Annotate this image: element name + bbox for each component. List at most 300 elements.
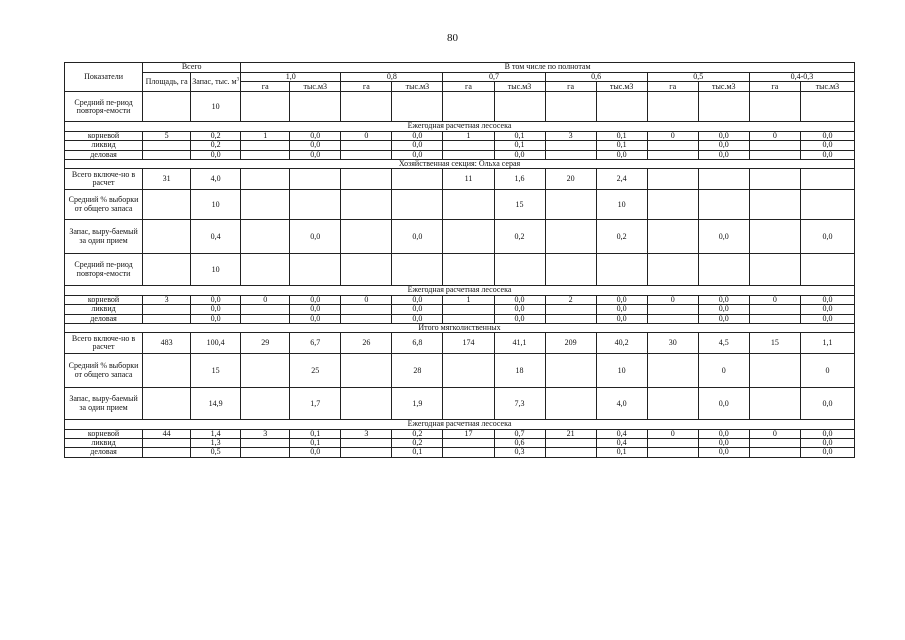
table-cell: 0,0 <box>800 141 854 150</box>
table-cell <box>341 439 392 448</box>
table-row <box>65 305 855 314</box>
table-cell <box>290 254 341 286</box>
table-cell: 0,0 <box>596 150 647 159</box>
row-label: деловая <box>65 150 143 159</box>
row-label: Всего включе-но в расчет <box>65 169 143 190</box>
table-cell <box>545 92 596 122</box>
section-title: Ежегодная расчетная лесосека <box>65 286 855 295</box>
table-row <box>65 295 855 304</box>
table-cell <box>698 169 749 190</box>
table-cell: 5 <box>143 131 191 140</box>
table-cell: 2 <box>545 295 596 304</box>
table-cell <box>143 92 191 122</box>
table-cell <box>290 169 341 190</box>
table-cell <box>647 314 698 323</box>
table-cell: 0 <box>647 295 698 304</box>
table-cell <box>494 92 545 122</box>
table-cell: 0,0 <box>698 429 749 438</box>
table-cell <box>443 141 494 150</box>
table-cell <box>749 254 800 286</box>
table-cell: 0,0 <box>191 150 241 159</box>
table-cell: 0,3 <box>494 448 545 457</box>
table-cell: 0,0 <box>290 141 341 150</box>
header-total: Всего <box>143 63 241 73</box>
header-unit-m3: тыс.м3 <box>290 82 341 92</box>
table-cell: 0,0 <box>698 141 749 150</box>
row-label: Всего включе-но в расчет <box>65 333 143 354</box>
table-cell: 10 <box>596 190 647 220</box>
table-row <box>65 141 855 150</box>
table-cell <box>443 448 494 457</box>
table-cell <box>749 169 800 190</box>
table-cell <box>290 92 341 122</box>
table-cell: 44 <box>143 429 191 438</box>
table-cell: 0 <box>698 354 749 388</box>
table-cell: 0 <box>800 354 854 388</box>
table-cell <box>143 150 191 159</box>
table-cell <box>545 388 596 420</box>
table-cell: 0,0 <box>698 150 749 159</box>
table-cell <box>241 220 290 254</box>
table-cell: 41,1 <box>494 333 545 354</box>
table-cell <box>341 92 392 122</box>
table-cell <box>241 305 290 314</box>
section-title: Итого мягколиственных <box>65 323 855 332</box>
header-unit-ha: га <box>647 82 698 92</box>
table-row <box>65 190 855 220</box>
table-cell <box>545 150 596 159</box>
table-cell <box>596 254 647 286</box>
table-cell <box>341 448 392 457</box>
forest-stand-table <box>64 62 855 458</box>
table-cell: 14,9 <box>191 388 241 420</box>
table-cell: 30 <box>647 333 698 354</box>
section-title: Хозяйственная секция: Ольха серая <box>65 159 855 168</box>
table-cell: 1,9 <box>392 388 443 420</box>
table-cell <box>143 254 191 286</box>
table-cell <box>443 190 494 220</box>
header-unit-m3: тыс.м3 <box>800 82 854 92</box>
table-cell: 0,0 <box>698 305 749 314</box>
table-cell <box>443 354 494 388</box>
table-cell <box>341 190 392 220</box>
header-density-1: 1,0 <box>241 73 341 82</box>
table-cell: 1 <box>241 131 290 140</box>
table-cell: 0 <box>749 131 800 140</box>
row-label: ликвид <box>65 305 143 314</box>
row-label: Запас, выру-баемый за один прием <box>65 220 143 254</box>
section-header-row <box>65 122 855 131</box>
row-label: деловая <box>65 314 143 323</box>
table-cell: 0,0 <box>698 314 749 323</box>
header-density-2: 0,8 <box>341 73 443 82</box>
table-cell <box>143 220 191 254</box>
header-density-3: 0,7 <box>443 73 545 82</box>
table-cell: 15 <box>494 190 545 220</box>
table-cell: 0,0 <box>800 448 854 457</box>
table-cell: 0,6 <box>494 439 545 448</box>
table-cell <box>341 220 392 254</box>
table-cell <box>443 305 494 314</box>
table-cell: 0,0 <box>191 295 241 304</box>
table-row <box>65 388 855 420</box>
table-cell: 174 <box>443 333 494 354</box>
table-cell: 0 <box>647 429 698 438</box>
table-cell: 0,2 <box>596 220 647 254</box>
table-cell <box>241 439 290 448</box>
table-cell: 0 <box>241 295 290 304</box>
table-cell: 0,1 <box>290 439 341 448</box>
table-cell <box>800 92 854 122</box>
table-cell: 0,0 <box>392 131 443 140</box>
table-cell: 0,0 <box>494 314 545 323</box>
table-cell: 0,0 <box>191 314 241 323</box>
table-cell: 0,0 <box>800 388 854 420</box>
table-cell: 0,0 <box>290 305 341 314</box>
table-cell <box>749 354 800 388</box>
table-cell <box>749 92 800 122</box>
table-cell: 15 <box>749 333 800 354</box>
table-cell: 0,0 <box>596 305 647 314</box>
section-header-row <box>65 159 855 168</box>
table-cell <box>443 150 494 159</box>
table-cell <box>800 169 854 190</box>
table-cell <box>241 388 290 420</box>
table-row <box>65 92 855 122</box>
table-cell: 0,0 <box>392 295 443 304</box>
table-cell <box>800 254 854 286</box>
header-unit-ha: га <box>749 82 800 92</box>
table-cell <box>698 92 749 122</box>
table-cell: 10 <box>191 254 241 286</box>
table-cell <box>443 314 494 323</box>
table-cell <box>241 448 290 457</box>
row-label: деловая <box>65 448 143 457</box>
table-row <box>65 429 855 438</box>
table-cell: 0,0 <box>800 314 854 323</box>
table-cell <box>443 254 494 286</box>
table-cell <box>443 220 494 254</box>
section-header-row <box>65 286 855 295</box>
table-cell: 0,0 <box>800 439 854 448</box>
table-cell: 10 <box>191 190 241 220</box>
table-cell <box>341 141 392 150</box>
table-cell: 17 <box>443 429 494 438</box>
row-label: корневой <box>65 429 143 438</box>
header-unit-m3: тыс.м3 <box>698 82 749 92</box>
table-cell <box>749 150 800 159</box>
table-cell <box>143 439 191 448</box>
table-cell: 0,0 <box>290 314 341 323</box>
table-cell: 0,0 <box>392 220 443 254</box>
table-cell: 4,0 <box>596 388 647 420</box>
table-cell <box>647 190 698 220</box>
table-cell: 0,2 <box>191 141 241 150</box>
table-cell <box>143 314 191 323</box>
section-header-row <box>65 420 855 429</box>
section-title: Ежегодная расчетная лесосека <box>65 122 855 131</box>
table-cell <box>749 448 800 457</box>
row-label: Средний пе-риод повторя-емости <box>65 92 143 122</box>
table-cell <box>143 305 191 314</box>
table-cell <box>647 92 698 122</box>
table-cell: 0,2 <box>392 439 443 448</box>
table-cell: 0,0 <box>494 150 545 159</box>
row-label: корневой <box>65 295 143 304</box>
table-cell: 0,0 <box>392 141 443 150</box>
table-cell: 0,1 <box>290 429 341 438</box>
table-cell <box>647 254 698 286</box>
table-cell: 0,0 <box>191 305 241 314</box>
header-unit-ha: га <box>443 82 494 92</box>
table-row <box>65 150 855 159</box>
header-area: Площадь, га <box>143 73 191 92</box>
table-row <box>65 169 855 190</box>
table-cell: 0,0 <box>800 305 854 314</box>
table-cell: 100,4 <box>191 333 241 354</box>
table-cell <box>392 92 443 122</box>
table-cell: 1,3 <box>191 439 241 448</box>
table-cell: 0,0 <box>290 220 341 254</box>
table-cell <box>545 439 596 448</box>
table-cell: 29 <box>241 333 290 354</box>
table-cell <box>392 254 443 286</box>
table-cell <box>241 314 290 323</box>
table-cell <box>341 305 392 314</box>
table-cell: 0,0 <box>290 295 341 304</box>
table-cell <box>241 354 290 388</box>
table-cell: 0,5 <box>191 448 241 457</box>
table-cell <box>698 254 749 286</box>
table-cell <box>596 92 647 122</box>
table-cell <box>545 141 596 150</box>
table-cell <box>392 190 443 220</box>
table-cell: 0,0 <box>596 295 647 304</box>
table-row <box>65 354 855 388</box>
table-cell <box>143 141 191 150</box>
table-cell: 3 <box>341 429 392 438</box>
table-cell: 10 <box>596 354 647 388</box>
table-row <box>65 220 855 254</box>
row-label: ликвид <box>65 141 143 150</box>
table-cell <box>545 254 596 286</box>
row-label: Средний % выборки от общего запаса <box>65 190 143 220</box>
table-cell: 0,0 <box>800 295 854 304</box>
table-cell: 0,0 <box>800 150 854 159</box>
table-cell <box>143 190 191 220</box>
table-cell <box>241 92 290 122</box>
table-cell: 15 <box>191 354 241 388</box>
header-by-density: В том числе по полнотам <box>241 63 855 73</box>
header-stock: Запас, тыс. $м^3$ <box>191 73 241 92</box>
table-cell: 1,6 <box>494 169 545 190</box>
table-cell <box>545 190 596 220</box>
header-unit-m3: тыс.м3 <box>494 82 545 92</box>
table-cell <box>341 169 392 190</box>
table-cell: 0,1 <box>392 448 443 457</box>
table-cell <box>341 388 392 420</box>
table-cell <box>143 354 191 388</box>
table-cell <box>647 169 698 190</box>
table-cell: 1 <box>443 131 494 140</box>
table-cell: 0,0 <box>698 220 749 254</box>
table-cell: 0,0 <box>392 150 443 159</box>
header-unit-ha: га <box>545 82 596 92</box>
table-row <box>65 448 855 457</box>
table-cell <box>443 388 494 420</box>
table-cell: 0,0 <box>698 388 749 420</box>
table-cell <box>749 305 800 314</box>
table-cell: 18 <box>494 354 545 388</box>
page-number: 80 <box>447 32 458 44</box>
table-cell <box>800 190 854 220</box>
table-cell <box>647 354 698 388</box>
table-cell <box>749 439 800 448</box>
table-cell: 28 <box>392 354 443 388</box>
table-cell: 4,5 <box>698 333 749 354</box>
table-cell <box>749 141 800 150</box>
table-cell <box>443 92 494 122</box>
table-cell: 0,4 <box>596 439 647 448</box>
row-label: корневой <box>65 131 143 140</box>
table-cell: 0,0 <box>698 295 749 304</box>
table-cell: 0,0 <box>290 448 341 457</box>
table-cell: 0,0 <box>494 305 545 314</box>
table-cell <box>545 314 596 323</box>
table-cell <box>698 190 749 220</box>
table-cell <box>647 220 698 254</box>
header-density-6: 0,4-0,3 <box>749 73 854 82</box>
table-row <box>65 314 855 323</box>
table-cell: 31 <box>143 169 191 190</box>
table-cell <box>749 220 800 254</box>
table-cell: 10 <box>191 92 241 122</box>
table-cell <box>341 150 392 159</box>
table-cell: 1,7 <box>290 388 341 420</box>
table-cell <box>143 448 191 457</box>
table-cell: 0,0 <box>290 131 341 140</box>
table-row <box>65 333 855 354</box>
table-cell: 0,4 <box>191 220 241 254</box>
table-cell: 0,1 <box>596 448 647 457</box>
table-cell <box>494 254 545 286</box>
header-indicator: Показатели <box>65 63 143 92</box>
table-cell: 0,0 <box>800 220 854 254</box>
table-cell: 1 <box>443 295 494 304</box>
table-cell: 21 <box>545 429 596 438</box>
row-label: Средний пе-риод повторя-емости <box>65 254 143 286</box>
table-cell: 6,8 <box>392 333 443 354</box>
table-cell: 0,0 <box>800 131 854 140</box>
header-unit-ha: га <box>241 82 290 92</box>
table-cell: 0,0 <box>698 439 749 448</box>
table-cell: 40,2 <box>596 333 647 354</box>
table-cell: 0,0 <box>596 314 647 323</box>
table-cell <box>241 254 290 286</box>
table-row <box>65 131 855 140</box>
table-cell <box>647 439 698 448</box>
table-cell: 0 <box>341 131 392 140</box>
table-cell: 0,0 <box>494 295 545 304</box>
table-cell <box>749 388 800 420</box>
table-cell: 3 <box>241 429 290 438</box>
table-cell: 0,2 <box>494 220 545 254</box>
table-cell <box>341 254 392 286</box>
table-cell: 0 <box>341 295 392 304</box>
table-cell <box>241 141 290 150</box>
table-cell: 0 <box>749 429 800 438</box>
table-cell <box>290 190 341 220</box>
table-cell <box>545 305 596 314</box>
table-cell <box>749 314 800 323</box>
section-title: Ежегодная расчетная лесосека <box>65 420 855 429</box>
header-density-4: 0,6 <box>545 73 647 82</box>
row-label: Средний % выборки от общего запаса <box>65 354 143 388</box>
table-cell <box>341 314 392 323</box>
table-cell <box>647 388 698 420</box>
table-cell: 0,0 <box>800 429 854 438</box>
table-cell: 4,0 <box>191 169 241 190</box>
table-cell <box>241 190 290 220</box>
table-cell: 0,4 <box>596 429 647 438</box>
table-cell <box>545 220 596 254</box>
table-cell: 0,0 <box>392 314 443 323</box>
table-cell: 0 <box>749 295 800 304</box>
table-cell <box>647 141 698 150</box>
table-cell <box>647 150 698 159</box>
table-cell: 1,1 <box>800 333 854 354</box>
row-label: Запас, выру-баемый за один прием <box>65 388 143 420</box>
table-cell <box>545 448 596 457</box>
table-cell: 209 <box>545 333 596 354</box>
table-cell: 25 <box>290 354 341 388</box>
table-cell: 0,0 <box>698 131 749 140</box>
table-cell: 0,7 <box>494 429 545 438</box>
table-cell <box>392 169 443 190</box>
header-unit-m3: тыс.м3 <box>392 82 443 92</box>
table-cell: 0,0 <box>698 448 749 457</box>
table-cell: 0,1 <box>596 141 647 150</box>
table-cell: 3 <box>143 295 191 304</box>
table-cell: 11 <box>443 169 494 190</box>
table-cell: 483 <box>143 333 191 354</box>
table-cell <box>241 169 290 190</box>
table-cell: 26 <box>341 333 392 354</box>
table-cell: 2,4 <box>596 169 647 190</box>
header-unit-ha: га <box>341 82 392 92</box>
table-cell <box>143 388 191 420</box>
table-row <box>65 254 855 286</box>
row-label: ликвид <box>65 439 143 448</box>
table-cell: 0 <box>647 131 698 140</box>
table-cell: 0,1 <box>494 131 545 140</box>
table-cell: 1,4 <box>191 429 241 438</box>
table-row <box>65 439 855 448</box>
table-cell <box>647 448 698 457</box>
table-cell: 0,2 <box>392 429 443 438</box>
table-cell <box>647 305 698 314</box>
table-cell: 20 <box>545 169 596 190</box>
section-header-row <box>65 323 855 332</box>
header-density-5: 0,5 <box>647 73 749 82</box>
table-cell: 0,1 <box>494 141 545 150</box>
table-cell <box>749 190 800 220</box>
table-cell: 0,2 <box>191 131 241 140</box>
table-cell: 0,1 <box>596 131 647 140</box>
table-cell <box>443 439 494 448</box>
table-cell: 6,7 <box>290 333 341 354</box>
header-unit-m3: тыс.м3 <box>596 82 647 92</box>
